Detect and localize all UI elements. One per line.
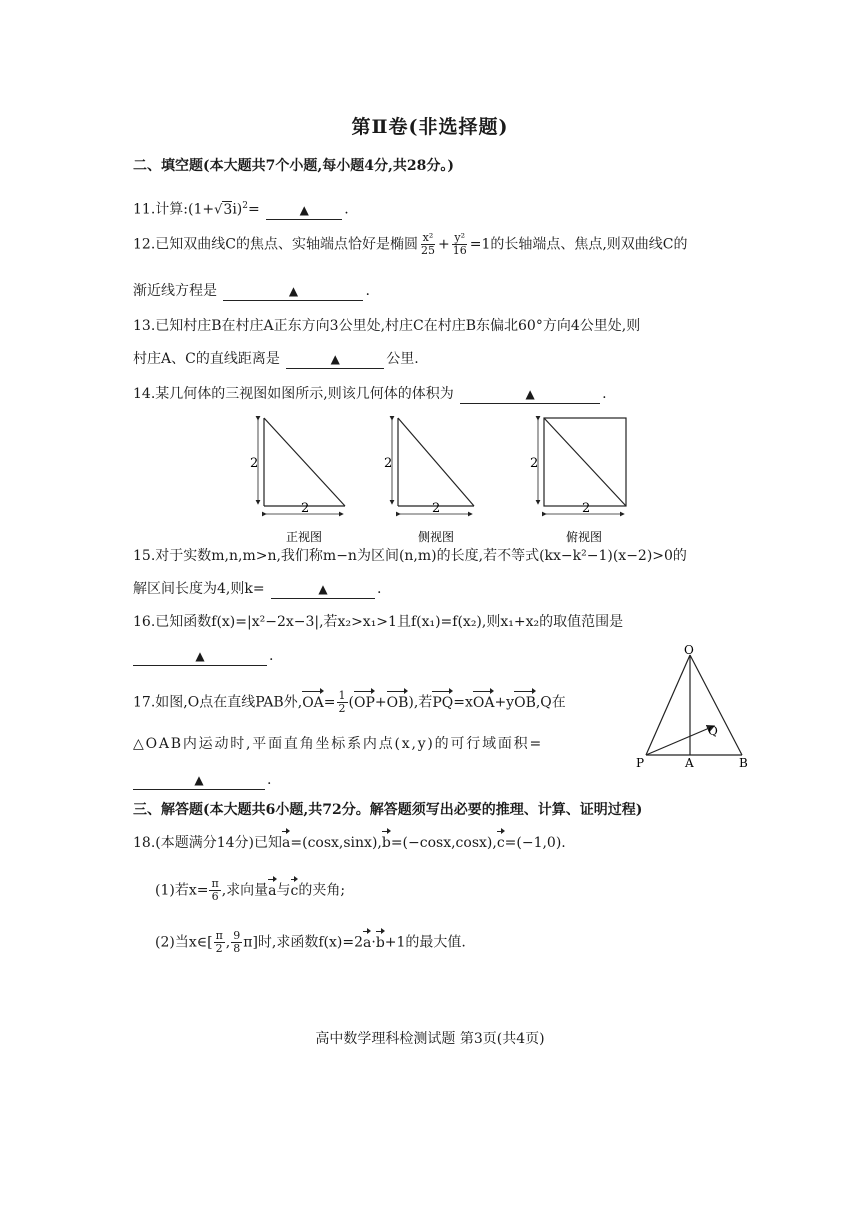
answer-blank-15[interactable]: ▲: [271, 580, 375, 599]
answer-blank-16[interactable]: ▲: [133, 647, 267, 666]
label-p: P: [636, 756, 645, 770]
side-view: [392, 418, 474, 514]
fraction-x2-25: $\frac{\text{x²}}{25}$: [420, 231, 435, 257]
label-o: O: [684, 643, 694, 657]
question-17-line-2: △OAB内运动时,平面直角坐标系内点(x,y)的可行域面积=: [133, 736, 544, 752]
fraction-one-half: $\frac{1}{2}$: [338, 689, 346, 715]
fraction-pi-over-6: $\frac{\pi}{6}$: [211, 877, 219, 903]
question-17: 17.如图,O点在直线PAB外,OA= $\frac{1}{2}$ (OP+OB),若PQ=xOA+yOB,Q在: [133, 689, 566, 715]
front-view-width-label: 2: [301, 501, 310, 516]
answer-blank-17[interactable]: ▲: [133, 771, 265, 790]
question-16-line-2: ▲ .: [133, 646, 273, 666]
triangle-oab-figure: [0, 640, 860, 780]
question-18-part-1: (1)若x= $\frac{\pi}{6}$ ,求向量a与c的夹角;: [155, 877, 346, 903]
page-title: 第Ⅱ卷(非选择题): [351, 116, 509, 138]
segment-op: [646, 655, 690, 755]
question-12: 12.已知双曲线C的焦点、实轴端点恰好是椭圆 $\frac{\text{x²}}{25}$ + $\frac{\text{y²}}{16}$ =1的长轴端点、焦点,则双曲线C的: [133, 231, 688, 257]
fraction-9-over-8: $\frac{9}{8}$: [233, 929, 241, 955]
segment-ob: [690, 655, 742, 755]
question-12-line-2: 渐近线方程是 ▲ .: [133, 283, 370, 299]
side-view-width-label: 2: [432, 501, 441, 516]
question-13: 13.已知村庄B在村庄A正东方向3公里处,村庄C在村庄B东偏北60°方向4公里处,则: [133, 318, 641, 334]
question-16: 16.已知函数f(x)=|x²−2x−3|,若x₂>x₁>1且f(x₁)=f(x₂),则x₁+x₂的取值范围是: [133, 614, 624, 630]
answer-blank-11[interactable]: ▲: [266, 201, 342, 220]
label-a: A: [685, 756, 694, 770]
question-11: 11.计算$:(1+√3i)^2=$ ▲ .: [133, 201, 349, 218]
front-view-caption: 正视图: [285, 530, 323, 544]
top-view: [538, 418, 626, 514]
side-view-caption: 侧视图: [417, 530, 455, 544]
question-14: 14.某几何体的三视图如图所示,则该几何体的体积为 ▲ .: [133, 386, 607, 402]
front-view-height-label: 2: [250, 456, 259, 471]
question-15-line-2: 解区间长度为4,则k= ▲ .: [133, 581, 382, 597]
front-view-hypotenuse: [264, 418, 345, 506]
fraction-y2-16: $\frac{\text{y²}}{16}$: [452, 231, 467, 257]
fraction-pi-over-2: $\frac{\pi}{2}$: [215, 929, 223, 955]
top-view-width-label: 2: [582, 501, 591, 516]
label-b: B: [739, 756, 748, 770]
answer-blank-14[interactable]: ▲: [460, 385, 600, 404]
top-view-caption: 俯视图: [565, 530, 603, 544]
side-view-hypotenuse: [398, 418, 474, 506]
three-view-figure: [0, 410, 860, 550]
top-view-diagonal: [544, 418, 626, 506]
front-view: [258, 418, 345, 514]
side-view-height-label: 2: [384, 456, 393, 471]
question-17-line-3: ▲ .: [133, 770, 271, 790]
question-18-part-2: (2)当x∈[ $\frac{\pi}{2}$ , $\frac{9}{8}$ π]时,求函数f(x)=2a·b+1的最大值.: [155, 929, 466, 955]
question-18: 18.(本题满分14分)已知a=(cosx,sinx),b=(−cosx,cosx),c=(−1,0).: [133, 835, 566, 851]
question-13-line-2: 村庄A、C的直线距离是 ▲ 公里.: [133, 351, 419, 367]
page-footer: 高中数学理科检测试题 第3页(共4页): [315, 1031, 545, 1047]
top-view-height-label: 2: [530, 456, 539, 471]
answer-blank-13[interactable]: ▲: [286, 350, 384, 369]
question-15: 15.对于实数m,n,m>n,我们称m−n为区间(n,m)的长度,若不等式(kx−k²−1)(x−2)>0的: [133, 548, 687, 564]
label-q: Q: [708, 724, 718, 738]
section-fill-in-heading: 二、填空题(本大题共7个小题,每小题4分,共28分。): [133, 158, 454, 174]
section-solution-heading: 三、解答题(本大题共6小题,共72分。解答题须写出必要的推理、计算、证明过程): [133, 802, 643, 818]
answer-blank-12[interactable]: ▲: [223, 282, 363, 301]
